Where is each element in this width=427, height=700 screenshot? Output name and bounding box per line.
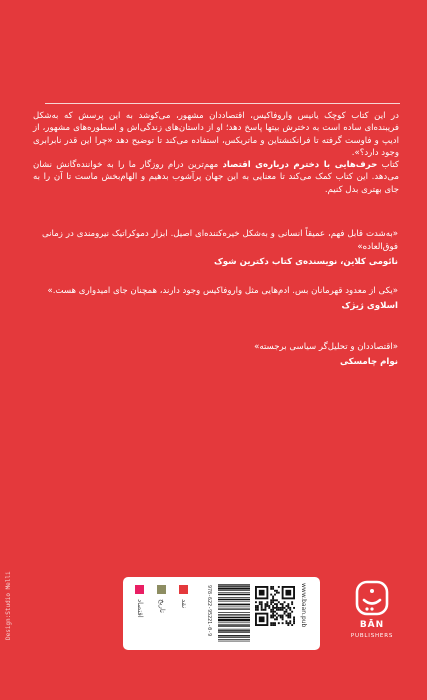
category-tag xyxy=(153,583,171,645)
category-swatch xyxy=(157,585,166,594)
endorsement-quote xyxy=(42,341,398,369)
book-description xyxy=(33,110,399,196)
isbn-text: 978-622-95221-0-9 xyxy=(206,585,212,637)
publisher-subtitle: PUBLISHERS xyxy=(350,633,394,639)
category-label: نقد xyxy=(180,599,188,609)
barcode-icon xyxy=(216,583,252,643)
barcode-panel xyxy=(123,577,320,650)
publisher-mark-icon xyxy=(355,580,389,616)
category-tag xyxy=(131,583,149,645)
category-swatch xyxy=(135,585,144,594)
publisher-logo xyxy=(327,578,417,652)
book-title-inline: حرف‌هایی با دخترم درباره‌ی اقتصاد xyxy=(222,160,378,171)
endorsement-quote xyxy=(42,285,398,313)
description-paragraph-1: در این کتاب کوچک یانیس واروفاکیس، اقتصاددان مشهور، می‌کوشد به این پرسش که به‌شکل فریبنده‌ای ساده است به دخترش بیتها پاسخ دهد؛ او از داستان‌های زندگی‌اش و اسطوره‌های مشهور، از ادیپ و فاوست گرفته تا فرانکنشتاین و ماتریکس، استفاده می‌کند تا توضیح دهد «چرا این قدر نابرابری وجود دارد؟». xyxy=(33,111,399,158)
publisher-url xyxy=(299,583,309,645)
design-credit: Design:Studio Melli xyxy=(5,571,12,640)
top-divider xyxy=(45,103,400,104)
description-paragraph-2 xyxy=(33,159,399,196)
description-prefix: کتاب xyxy=(381,160,400,171)
endorsement-quote xyxy=(42,228,398,269)
category-tag xyxy=(175,583,193,645)
category-label: تاریخ xyxy=(158,599,166,613)
quote-text: «به‌شدت قابل فهم، عمیقاً انسانی و به‌شکل خیره‌کننده‌ای اصیل. ابزار دموکراتیک نیرومندی در زمانی فوق‌العاده» xyxy=(42,229,398,252)
quote-text: «اقتصاددان و تحلیل‌گر سیاسی برجسته» xyxy=(254,342,398,352)
quote-author: نوام چامسکی xyxy=(339,357,398,367)
category-label: اقتصاد xyxy=(136,599,144,618)
quote-text: «یکی از معدود قهرمانان بس. ادم‌هایی مثل واروفاکیس وجود دارند، همچنان جای امیدواری هست.» xyxy=(47,286,398,296)
quote-author: اسلاوی ژیژک xyxy=(341,301,398,311)
publisher-name: BĀN xyxy=(359,620,385,630)
publisher-url-text: www.baan.pub xyxy=(300,583,307,628)
description-rest: مهم‌ترین درام روزگار ما را به خواننده‌گانش نشان می‌دهد. این کتاب کمک می‌کند تا معنایی به این جهان پرآشوب بدهیم و الهام‌بخش ماست تا آن را به جای بهتری بدل کنیم. xyxy=(33,160,399,195)
category-swatch xyxy=(179,585,188,594)
isbn-number xyxy=(203,585,213,643)
category-tags xyxy=(131,583,197,645)
qr-code-icon xyxy=(255,586,295,626)
quote-author: نائومی کلاین، نویسنده‌ی کتاب دکترین شوک xyxy=(213,257,398,267)
